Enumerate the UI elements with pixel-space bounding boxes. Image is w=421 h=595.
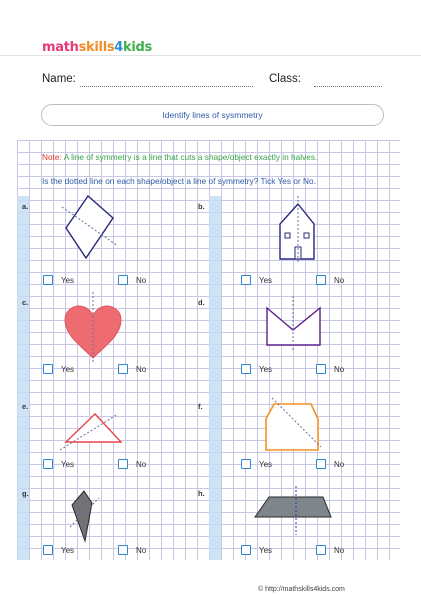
item-f-no-checkbox[interactable] [316, 459, 326, 469]
item-c-no-checkbox[interactable] [118, 364, 128, 374]
logo-part-math: math [42, 40, 79, 55]
item-f-yes-checkbox[interactable] [241, 459, 251, 469]
shape-g-arrowhead-kite [70, 491, 99, 541]
item-c-yes-checkbox[interactable] [43, 364, 53, 374]
item-e-yes-checkbox[interactable] [43, 459, 53, 469]
question-text: Is the dotted line on each shape/object a line of symmetry? Tick Yes or No. [42, 176, 316, 186]
item-e-letter: e. [22, 402, 29, 411]
item-a-no-label: No [136, 276, 147, 285]
logo-part-skills: skills [78, 40, 115, 55]
item-b-yes-label: Yes [259, 276, 273, 285]
item-a-no-checkbox[interactable] [118, 275, 128, 285]
item-c-yes-label: Yes [61, 365, 75, 374]
item-f-yes-label: Yes [259, 460, 273, 469]
item-c-no-label: No [136, 365, 147, 374]
logo-part-kids: kids [123, 40, 152, 55]
note-body: A line of symmetry is a line that cuts a shape/object exactly in halves. [61, 152, 318, 162]
worksheet-title: Identify lines of sysmmetry [162, 110, 263, 120]
shape-d-notched-rectangle [267, 296, 320, 352]
item-b-letter: b. [198, 202, 205, 211]
item-d-no-checkbox[interactable] [316, 364, 326, 374]
item-a-yes-label: Yes [61, 276, 75, 285]
item-a-letter: a. [22, 202, 29, 211]
item-d-yes-checkbox[interactable] [241, 364, 251, 374]
item-h-yes-label: Yes [259, 546, 273, 555]
item-b-no-checkbox[interactable] [316, 275, 326, 285]
shape-c-heart [65, 292, 121, 364]
shape-b-house [280, 196, 314, 264]
item-e-no-label: No [136, 460, 147, 469]
item-h-no-label: No [334, 546, 345, 555]
item-b-yes-checkbox[interactable] [241, 275, 251, 285]
copyright-icon: © [258, 586, 264, 593]
item-e-no-checkbox[interactable] [118, 459, 128, 469]
note-label: Note: [42, 152, 62, 162]
item-f-letter: f. [198, 402, 203, 411]
name-label: Name: [42, 73, 76, 85]
item-c-letter: c. [22, 298, 29, 307]
footer-url[interactable]: http://mathskills4kids.com [265, 586, 345, 593]
class-label: Class: [269, 73, 301, 85]
item-g-yes-checkbox[interactable] [43, 545, 53, 555]
item-h-yes-checkbox[interactable] [241, 545, 251, 555]
item-d-no-label: No [334, 365, 345, 374]
item-f-no-label: No [334, 460, 345, 469]
item-g-yes-label: Yes [61, 546, 75, 555]
shape-f-hexagon [266, 398, 321, 450]
item-b-no-label: No [334, 276, 345, 285]
shape-a-kite [62, 196, 118, 258]
shape-e-triangle [60, 414, 121, 450]
footer [258, 586, 345, 593]
item-e-yes-label: Yes [61, 460, 75, 469]
item-h-no-checkbox[interactable] [316, 545, 326, 555]
shape-h-trapezoid [255, 486, 331, 535]
item-g-letter: g. [22, 489, 29, 498]
item-a-yes-checkbox[interactable] [43, 275, 53, 285]
item-d-yes-label: Yes [259, 365, 273, 374]
item-g-no-label: No [136, 546, 147, 555]
logo-part-4: 4 [114, 40, 124, 55]
item-g-no-checkbox[interactable] [118, 545, 128, 555]
item-d-letter: d. [198, 298, 205, 307]
item-h-letter: h. [198, 489, 205, 498]
